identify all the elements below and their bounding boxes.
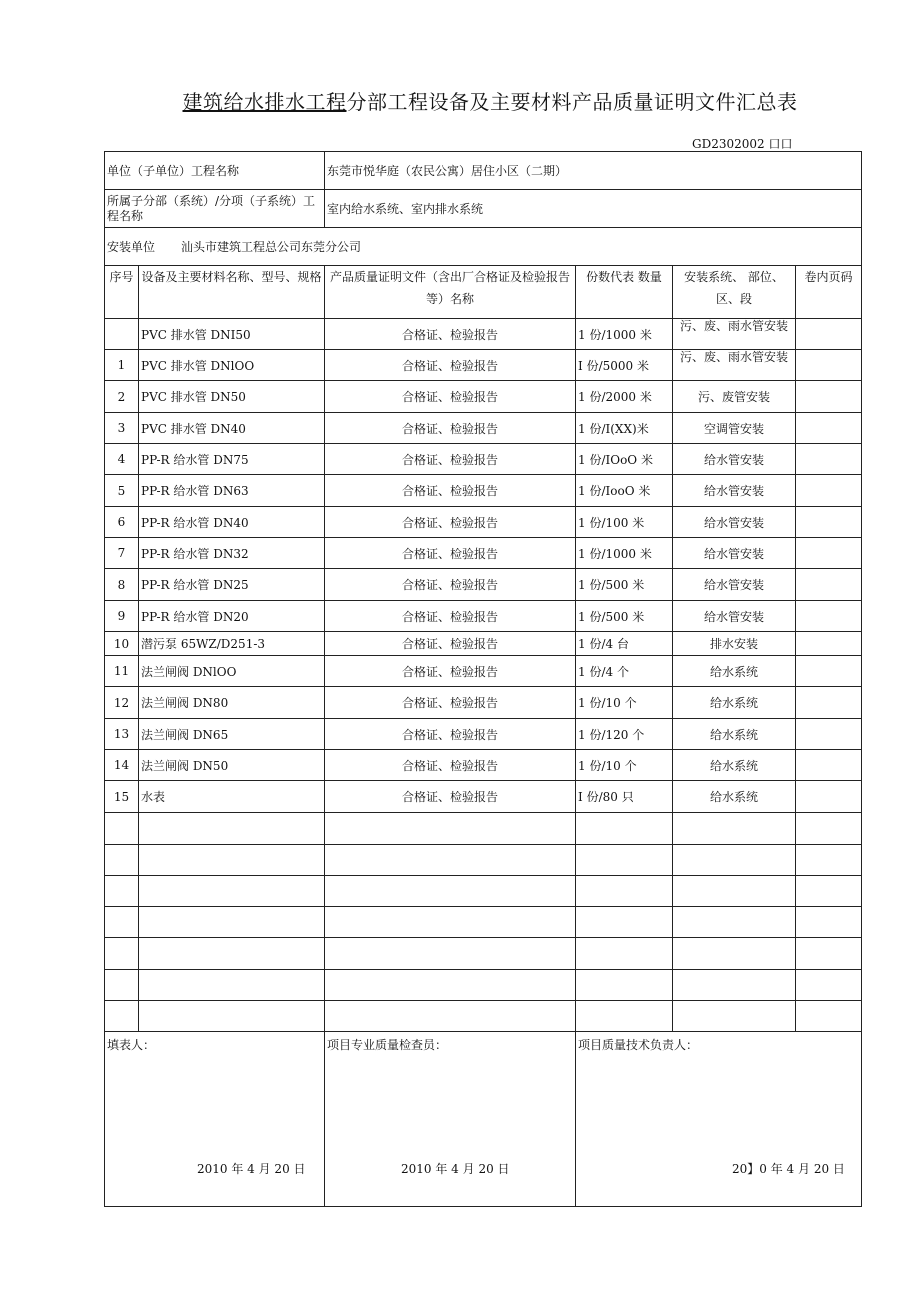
name-cell: PVC 排水管 DNlOO	[139, 350, 325, 381]
blank-cell	[673, 876, 796, 907]
inspector-date: 2010 年 4 月 20 日	[401, 1162, 510, 1176]
install-label: 安装单位	[107, 240, 156, 254]
system-cell: 排水安装	[673, 632, 796, 656]
doc-cell: 合格证、检验报告	[325, 350, 576, 381]
unit-label: 单位（子单位）工程名称	[105, 152, 325, 190]
inspector-label: 项目专业质量检查员：	[327, 1038, 448, 1052]
blank-cell	[576, 970, 673, 1001]
signature-row	[105, 1032, 862, 1207]
table-row	[105, 569, 862, 601]
summary-table	[104, 151, 862, 1207]
copies-cell: 1 份/4 台	[576, 632, 673, 656]
name-cell: 潜污泵 65WZ/D251-3	[139, 632, 325, 656]
system-cell: 给水系统	[673, 656, 796, 687]
blank-cell	[576, 845, 673, 876]
blank-cell	[139, 907, 325, 938]
table-row	[105, 413, 862, 444]
seq-cell: 5	[105, 475, 139, 507]
system-cell: 给水系统	[673, 750, 796, 781]
header-doc: 产品质量证明文件（含出厂合格证及检验报告等）名称	[325, 266, 576, 319]
tech-cell	[576, 1032, 862, 1207]
table-row	[105, 475, 862, 507]
name-cell: 水表	[139, 781, 325, 813]
table-row	[105, 719, 862, 750]
filler-date: 2010 年 4 月 20 日	[197, 1162, 306, 1176]
sub-label: 所属子分部（系统）/分项（子系统）工程名称	[105, 190, 325, 228]
title-rest: 分部工程设备及主要材料产品质量证明文件汇总表	[346, 90, 798, 114]
name-cell: PVC 排水管 DN40	[139, 413, 325, 444]
form-code: GD2302002 口口	[692, 137, 793, 151]
tech-date: 20】0 年 4 月 20 日	[732, 1162, 845, 1176]
install-cell	[105, 228, 862, 266]
copies-cell: 1 份/500 米	[576, 569, 673, 601]
page-cell	[796, 687, 862, 719]
system-cell: 污、废、雨水管安装	[673, 319, 796, 350]
blank-cell	[673, 907, 796, 938]
blank-row	[105, 970, 862, 1001]
doc-cell: 合格证、检验报告	[325, 381, 576, 413]
doc-cell: 合格证、检验报告	[325, 444, 576, 475]
blank-row	[105, 813, 862, 845]
seq-cell: 2	[105, 381, 139, 413]
page-cell	[796, 601, 862, 632]
doc-cell: 合格证、检验报告	[325, 569, 576, 601]
blank-cell	[105, 938, 139, 970]
system-cell: 污、废管安装	[673, 381, 796, 413]
blank-row	[105, 1001, 862, 1032]
blank-cell	[673, 813, 796, 845]
blank-cell	[139, 813, 325, 845]
name-cell: PVC 排水管 DNI50	[139, 319, 325, 350]
document-title	[0, 86, 920, 115]
blank-cell	[139, 970, 325, 1001]
page-cell	[796, 781, 862, 813]
system-cell: 空调管安装	[673, 413, 796, 444]
header-row	[105, 266, 862, 319]
copies-cell: 1 份/IooO 米	[576, 475, 673, 507]
seq-cell: 8	[105, 569, 139, 601]
blank-row	[105, 845, 862, 876]
blank-cell	[673, 938, 796, 970]
system-cell: 给水管安装	[673, 507, 796, 538]
page-cell	[796, 656, 862, 687]
blank-cell	[673, 1001, 796, 1032]
name-cell: PP-R 给水管 DN40	[139, 507, 325, 538]
table-row	[105, 656, 862, 687]
blank-cell	[325, 813, 576, 845]
system-cell: 给水系统	[673, 687, 796, 719]
copies-cell: 1 份/1000 米	[576, 319, 673, 350]
table-row	[105, 507, 862, 538]
seq-cell: 9	[105, 601, 139, 632]
page-cell	[796, 750, 862, 781]
doc-cell: 合格证、检验报告	[325, 632, 576, 656]
install-row	[105, 228, 862, 266]
seq-cell: 14	[105, 750, 139, 781]
system-cell: 给水系统	[673, 781, 796, 813]
header-name: 设备及主要材料名称、型号、规格	[139, 266, 325, 319]
name-cell: PVC 排水管 DN50	[139, 381, 325, 413]
table-row	[105, 781, 862, 813]
table-row	[105, 601, 862, 632]
doc-cell: 合格证、检验报告	[325, 719, 576, 750]
blank-cell	[139, 938, 325, 970]
page-cell	[796, 350, 862, 381]
doc-cell: 合格证、检验报告	[325, 413, 576, 444]
blank-cell	[576, 1001, 673, 1032]
blank-cell	[105, 813, 139, 845]
seq-cell: 10	[105, 632, 139, 656]
install-value: 汕头市建筑工程总公司东莞分公司	[181, 240, 362, 254]
unit-row	[105, 152, 862, 190]
seq-cell: 6	[105, 507, 139, 538]
page-cell	[796, 413, 862, 444]
blank-cell	[105, 845, 139, 876]
doc-cell: 合格证、检验报告	[325, 601, 576, 632]
copies-cell: 1 份/120 个	[576, 719, 673, 750]
blank-cell	[796, 938, 862, 970]
name-cell: PP-R 给水管 DN25	[139, 569, 325, 601]
copies-cell: 1 份/4 个	[576, 656, 673, 687]
seq-cell: 12	[105, 687, 139, 719]
blank-cell	[105, 1001, 139, 1032]
tech-label: 项目质量技术负责人：	[578, 1038, 699, 1052]
filler-cell	[105, 1032, 325, 1207]
blank-cell	[325, 970, 576, 1001]
copies-cell: 1 份/IOoO 米	[576, 444, 673, 475]
page-cell	[796, 444, 862, 475]
blank-cell	[796, 1001, 862, 1032]
blank-cell	[576, 938, 673, 970]
copies-cell: 1 份/10 个	[576, 750, 673, 781]
sub-row	[105, 190, 862, 228]
name-cell: 法兰闸阀 DN80	[139, 687, 325, 719]
table-row	[105, 687, 862, 719]
system-cell: 给水管安装	[673, 569, 796, 601]
table-row	[105, 444, 862, 475]
blank-cell	[139, 876, 325, 907]
seq-cell	[105, 319, 139, 350]
doc-cell: 合格证、检验报告	[325, 656, 576, 687]
name-cell: PP-R 给水管 DN75	[139, 444, 325, 475]
blank-cell	[325, 845, 576, 876]
blank-cell	[105, 970, 139, 1001]
system-cell: 给水系统	[673, 719, 796, 750]
blank-cell	[576, 813, 673, 845]
table-row	[105, 381, 862, 413]
seq-cell: 7	[105, 538, 139, 569]
copies-cell: 1 份/2000 米	[576, 381, 673, 413]
filler-label: 填表人：	[107, 1038, 156, 1052]
blank-cell	[576, 907, 673, 938]
doc-cell: 合格证、检验报告	[325, 319, 576, 350]
blank-cell	[796, 970, 862, 1001]
copies-cell: 1 份/100 米	[576, 507, 673, 538]
header-system: 安装系统、 部位、区、段	[673, 266, 796, 319]
copies-cell: 1 份/I(XX)米	[576, 413, 673, 444]
page-cell	[796, 632, 862, 656]
blank-row	[105, 907, 862, 938]
blank-cell	[673, 970, 796, 1001]
blank-cell	[325, 1001, 576, 1032]
inspector-cell	[325, 1032, 576, 1207]
name-cell: 法兰闸阀 DNlOO	[139, 656, 325, 687]
header-page: 卷内页码	[796, 266, 862, 319]
table-row	[105, 538, 862, 569]
unit-value: 东莞市悦华庭（农民公寓）居住小区（二期）	[325, 152, 862, 190]
blank-row	[105, 876, 862, 907]
seq-cell: 1	[105, 350, 139, 381]
blank-row	[105, 938, 862, 970]
blank-cell	[796, 845, 862, 876]
name-cell: 法兰闸阀 DN50	[139, 750, 325, 781]
system-cell: 给水管安装	[673, 475, 796, 507]
page-cell	[796, 719, 862, 750]
header-copies: 份数代表 数量	[576, 266, 673, 319]
blank-cell	[576, 876, 673, 907]
seq-cell: 11	[105, 656, 139, 687]
copies-cell: 1 份/1000 米	[576, 538, 673, 569]
seq-cell: 3	[105, 413, 139, 444]
copies-cell: 1 份/10 个	[576, 687, 673, 719]
blank-cell	[139, 1001, 325, 1032]
table-row	[105, 632, 862, 656]
table-row	[105, 350, 862, 381]
name-cell: PP-R 给水管 DN32	[139, 538, 325, 569]
copies-cell: I 份/80 只	[576, 781, 673, 813]
blank-cell	[796, 813, 862, 845]
page-cell	[796, 569, 862, 601]
system-cell: 给水管安装	[673, 444, 796, 475]
page-cell	[796, 381, 862, 413]
blank-cell	[105, 876, 139, 907]
system-cell: 污、废、雨水管安装	[673, 350, 796, 381]
system-cell: 给水管安装	[673, 538, 796, 569]
sub-value: 室内给水系统、室内排水系统	[325, 190, 862, 228]
doc-cell: 合格证、检验报告	[325, 750, 576, 781]
name-cell: PP-R 给水管 DN63	[139, 475, 325, 507]
table-row	[105, 319, 862, 350]
name-cell: 法兰闸阀 DN65	[139, 719, 325, 750]
blank-cell	[796, 876, 862, 907]
copies-cell: I 份/5000 米	[576, 350, 673, 381]
doc-cell: 合格证、检验报告	[325, 507, 576, 538]
blank-cell	[673, 845, 796, 876]
page-cell	[796, 475, 862, 507]
page-cell	[796, 319, 862, 350]
seq-cell: 15	[105, 781, 139, 813]
title-underlined: 建筑给水排水工程	[182, 90, 347, 114]
table-row	[105, 750, 862, 781]
doc-cell: 合格证、检验报告	[325, 687, 576, 719]
blank-cell	[139, 845, 325, 876]
blank-cell	[105, 907, 139, 938]
page-cell	[796, 507, 862, 538]
system-cell: 给水管安装	[673, 601, 796, 632]
doc-cell: 合格证、检验报告	[325, 538, 576, 569]
name-cell: PP-R 给水管 DN20	[139, 601, 325, 632]
blank-cell	[796, 907, 862, 938]
copies-cell: 1 份/500 米	[576, 601, 673, 632]
header-seq: 序号	[105, 266, 139, 319]
doc-cell: 合格证、检验报告	[325, 781, 576, 813]
doc-cell: 合格证、检验报告	[325, 475, 576, 507]
seq-cell: 13	[105, 719, 139, 750]
seq-cell: 4	[105, 444, 139, 475]
blank-cell	[325, 876, 576, 907]
blank-cell	[325, 907, 576, 938]
blank-cell	[325, 938, 576, 970]
page-cell	[796, 538, 862, 569]
